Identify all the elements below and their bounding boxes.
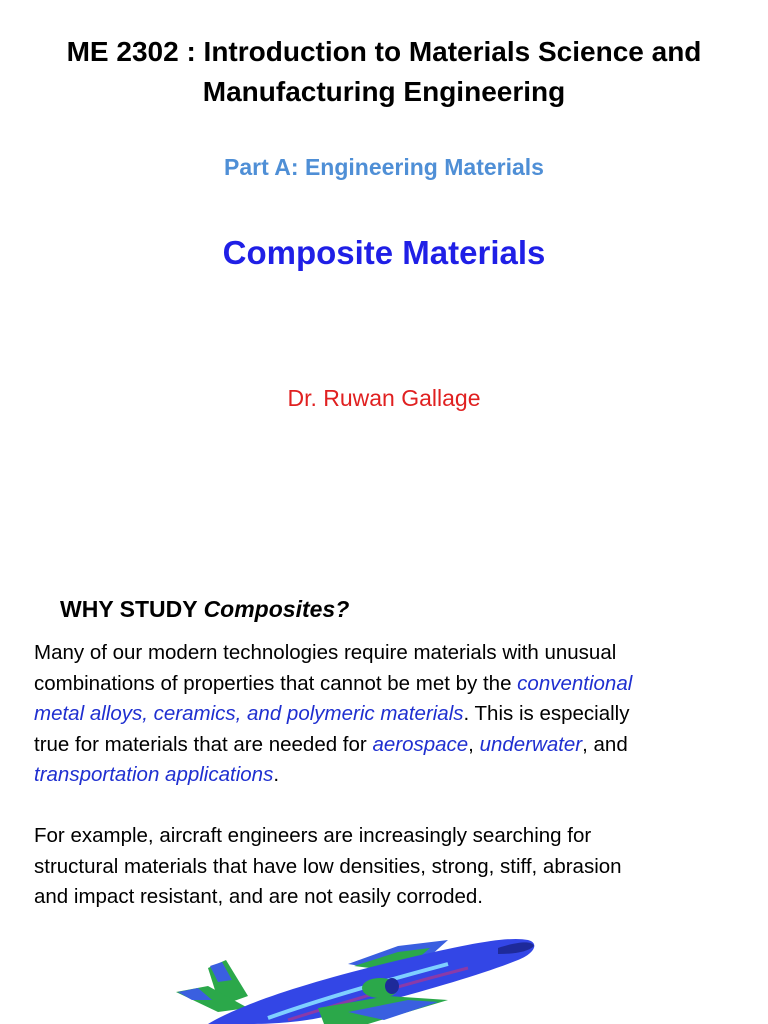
- text-run: , and: [582, 732, 628, 756]
- section-heading: [60, 596, 349, 623]
- text-run: ,: [468, 732, 480, 756]
- course-title: [20, 32, 748, 112]
- engine-intake-shape: [385, 978, 399, 994]
- highlight-text: conventional: [517, 671, 633, 695]
- paragraph-why-composites: [34, 638, 754, 791]
- paragraph-line: [34, 730, 754, 761]
- section-heading-prefix: WHY STUDY: [60, 596, 204, 622]
- paragraph-line: [34, 699, 754, 730]
- highlight-text: underwater: [479, 732, 583, 756]
- topic-title: Composite Materials: [222, 234, 546, 271]
- highlight-text: aerospace: [372, 732, 469, 756]
- part-title: Part A: Engineering Materials: [224, 154, 544, 180]
- course-title-line2: Manufacturing Engineering: [202, 76, 566, 107]
- text-run: combinations of properties that cannot be met by the: [34, 671, 518, 695]
- paragraph-line: [34, 669, 754, 700]
- author-name: Dr. Ruwan Gallage: [287, 385, 481, 411]
- highlight-text: transportation applications: [34, 763, 274, 786]
- course-title-line1: ME 2302 : Introduction to Materials Science and: [66, 36, 702, 67]
- paragraph-line: structural materials that have low densities, strong, stiff, abrasion: [34, 854, 622, 878]
- text-run: true for materials that are needed for: [34, 732, 373, 756]
- text-run: . This is especially: [463, 702, 630, 725]
- paragraph-line: For example, aircraft engineers are increasingly searching for: [34, 824, 592, 847]
- text-run: .: [273, 763, 280, 786]
- section-heading-emphasis: Composites?: [203, 596, 350, 622]
- airplane-composite-illustration: [148, 896, 578, 1024]
- paragraph-line: [34, 760, 754, 791]
- paragraph-line: and impact resistant, and are not easily corroded.: [34, 885, 483, 908]
- highlight-text: metal alloys, ceramics, and polymeric materials: [34, 702, 464, 725]
- paragraph-line: Many of our modern technologies require materials with unusual: [34, 641, 617, 664]
